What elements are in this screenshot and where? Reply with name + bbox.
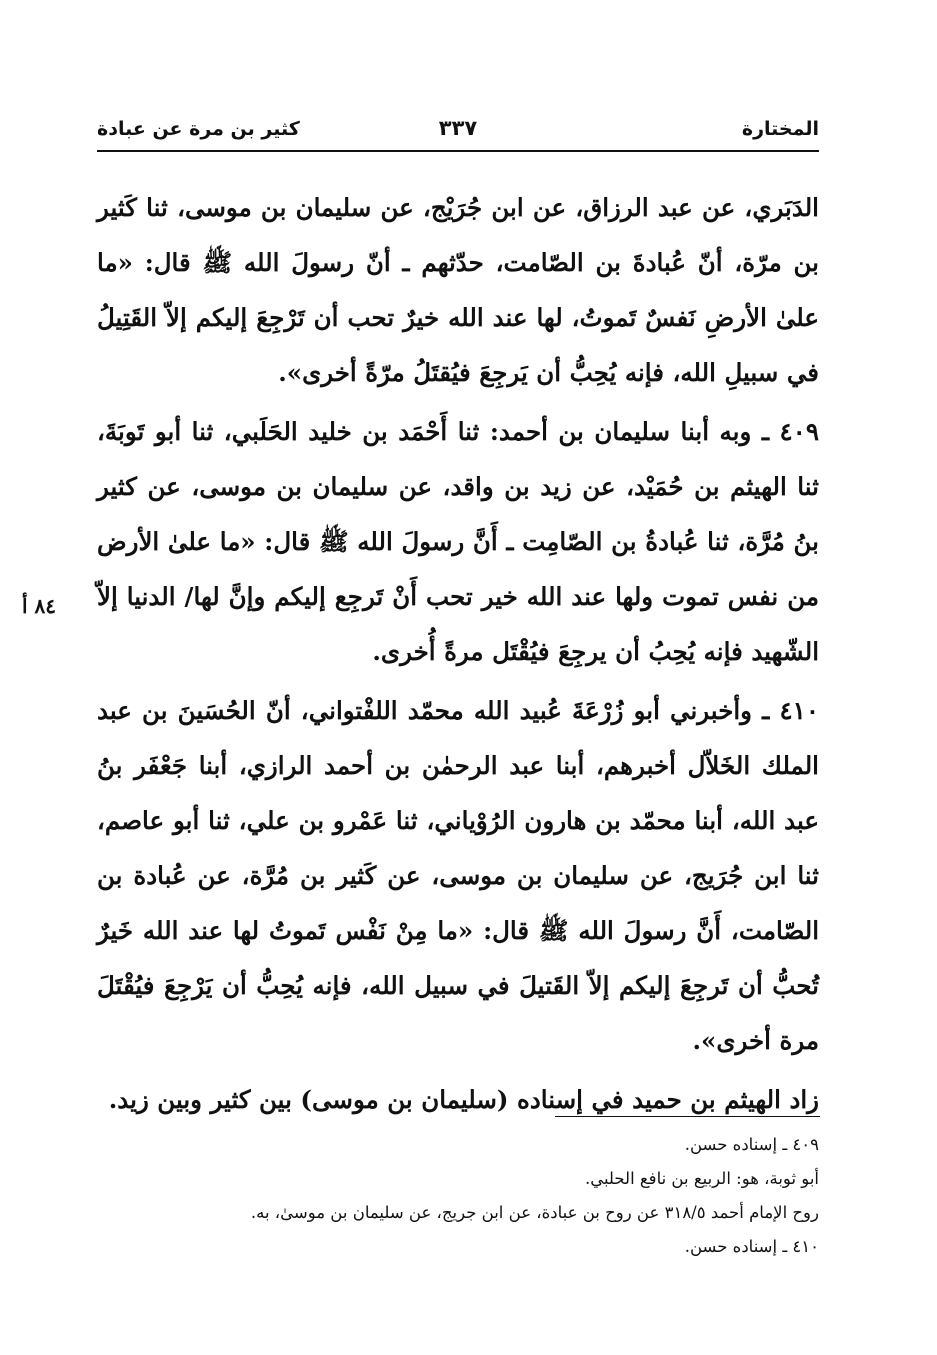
book-title: المختارة xyxy=(741,118,819,140)
footnote-divider xyxy=(555,1116,820,1117)
footnotes xyxy=(97,1128,819,1264)
folio-marker: ٨٤ أ xyxy=(22,594,57,618)
page-number: ٣٣٧ xyxy=(438,116,478,140)
page-header xyxy=(97,110,819,150)
paragraph-409: ٤٠٩ ـ وبه أبنا سليمان بن أحمد: ثنا أَحْمَد بن خليد الحَلَبي، ثنا أبو تَوبَةَ، ثنا الهيثم بن حُمَيْد، عن زيد بن واقد، عن سليمان بن موسى، عن كثير بنُ مُرَّة، ثنا عُبادةُ بن الصّامِت ـ أَنَّ رسولَ الله ﷺ قال: «ما علىٰ الأرض من نفس تموت ولها عند الله خير تحب أَنْ تَرجِع إليكم وإنَّ لها/ الدنيا إلاّ الشّهيد فإنه يُحِبُ أن يرجِعَ فيُقْتَل مرةً أُخرى. xyxy=(97,417,819,666)
header-divider xyxy=(97,150,819,152)
footnote-item: روح الإمام أحمد ٣١٨/٥ عن روح بن عبادة، عن ابن جريج، عن سليمان بن موسىٰ، به. xyxy=(250,1203,819,1222)
footnote-item: ٤٠٩ ـ إسناده حسن. xyxy=(684,1135,819,1154)
main-text xyxy=(97,180,819,1131)
paragraph-addendum: زاد الهيثم بن حميد في إسناده (سليمان بن موسى) بين كثير وبين زيد. xyxy=(108,1085,819,1114)
footnote-item: ٤١٠ ـ إسناده حسن. xyxy=(684,1237,819,1256)
footnote-item: أبو ثوبة، هو: الربيع بن نافع الحلبي. xyxy=(584,1169,819,1188)
paragraph-continuation: الدَبَري، عن عبد الرزاق، عن ابن جُرَيْج، عن سليمان بن موسى، ثنا كَثير بن مرّة، أنّ عُبادةَ بن الصّامت، حدّثهم ـ أنّ رسولَ الله ﷺ قال: «ما علىٰ الأرضِ نَفسٌ تَموتُ، لها عند الله خيرٌ تحب أن تَرْجِعَ إليكم إلاّ القَتِيلُ في سبيلِ الله، فإنه يُحِبُّ أن يَرجِعَ فيُقتَلُ مرّةً أخرى». xyxy=(97,193,819,387)
section-title: كثير بن مرة عن عبادة xyxy=(97,118,300,140)
paragraph-410: ٤١٠ ـ وأخبرني أبو زُرْعَةَ عُبيد الله محمّد اللفْتواني، أنّ الحُسَينَ بن عبد الملك الخَلاّل أخبرهم، أبنا عبد الرحمٰن بن أحمد الرازي، أبنا جَعْفَر بنُ عبد الله، أبنا محمّد بن هارون الرُوْياني، ثنا عَمْرو بن علي، ثنا أبو عاصم، ثنا ابن جُرَيج، عن سليمان بن موسى، عن كَثير بن مُرَّة، عن عُبادة بن الصّامت، أَنَّ رسولَ الله ﷺ قال: «ما مِنْ نَفْس تَموتُ لها عند الله خَيرٌ تُحبُّ أن تَرجِعَ إليكم إلاّ القَتيلَ في سبيل الله، فإنه يُحِبُّ أن يَرْجِعَ فيُقْتَلَ مرة أخرى». xyxy=(97,696,819,1055)
